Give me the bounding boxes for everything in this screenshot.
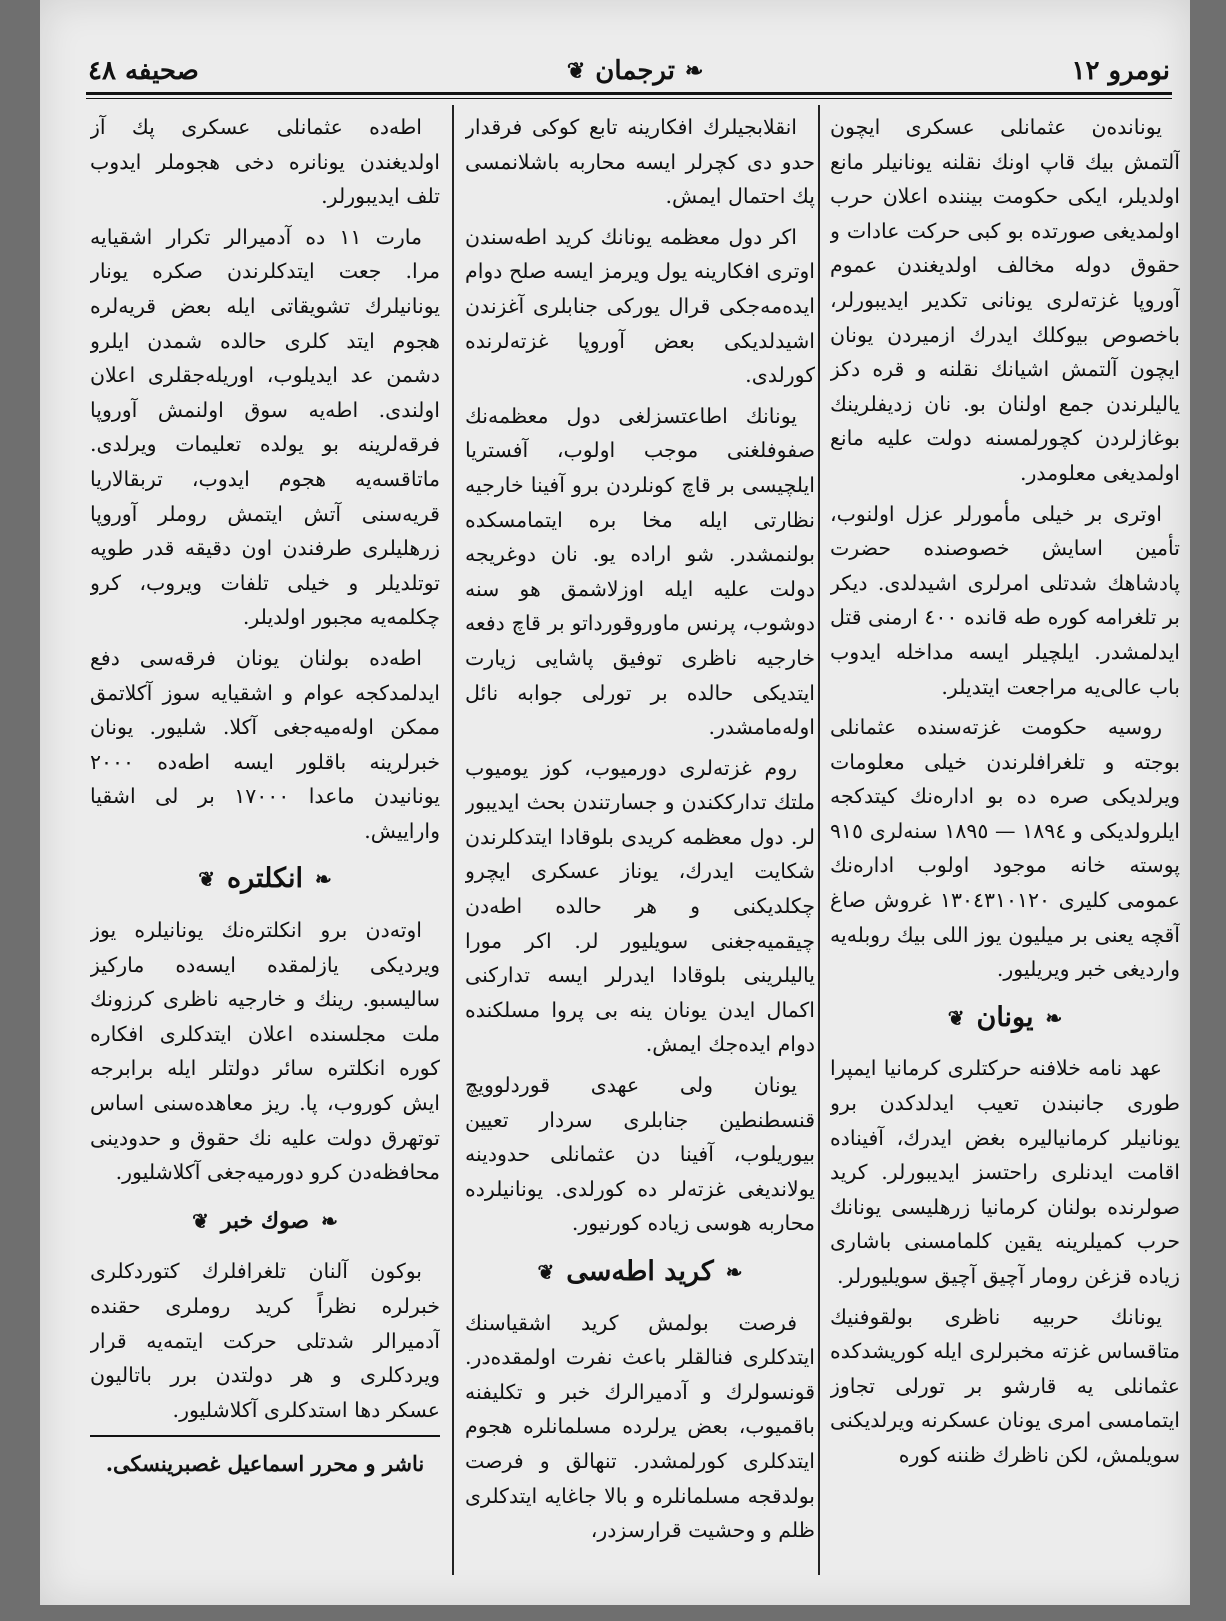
article-paragraph: يونانده‌ن عثمانلى عسكرى ايچون آلتمش بيك قاپ اونك نقلنه يونانيلر مانع اولديلر، ايكى حكومت بيننده اعلان حرب اولمديغى صورتده بو كبى حركت عادات و حقوق دوله مخالف اولديغندن عموم آوروپا غزته‌لرى يونانى تكدير ايديبورلر، باخصوص بيوكلك ايدرك ازميردن يونان ايچون آلتمش اشيانك نقلنه و قره دكز ياليلرندن جمع اولنان بو. نان زديفلرينك بوغازلردن كچورلمسنه دولت عليه مانع اولمديغى معلومدر. [830,115,1180,485]
header-rule [86,92,1172,95]
article-paragraph: بوكون آلنان تلغرافلرك كتوردكلرى خبرلره نظراً كريد روملرى حقنده آدميرالر شدتلى حركت ايتمه‌يه قرار ويردكلرى و هر دولتدن برر باتاليون عسكر دها استدكلرى آكلاشليور. [90,1259,440,1422]
issue-number: نومرو ١٢ [1071,56,1170,86]
ornament-icon: ❦ [566,58,586,84]
ornament-icon: ❧ [315,867,332,892]
ornament-icon: ❧ [1045,1005,1063,1030]
article-paragraph: روسيه حكومت غزته‌سنده عثمانلى بوجته و تلغرافلرندن خيلى معلومات ويرلديكى صره ده بو اداره‌نك كيتدكجه ايلرولديكى و ١٨٩٤ — ١٨٩٥ سنه‌لرى ٩١٥ پوسته خانه موجود اولوب اداره‌نك عمومى كليرى ١٣٠٤٣١٠١٢٠ غروش صاغ آقچه يعنى بر ميليون يوز اللى بيك روبله‌يه وارديغى خبر ويريليور. [830,715,1180,982]
ornament-icon: ❧ [321,1208,338,1233]
right-column [830,110,1180,1590]
ornament-icon: ❦ [947,1005,965,1030]
section-heading [830,1001,1180,1036]
article-paragraph: يونان ولى عهدى قوردلوويچ قنسطنطين جنابلرى سردار تعيين بيوريلوب، آفينا دن عثمانلى حدودينه يولانديغى غزته‌لر ده كورلدى. يونانيلرده محاربه هوسى زياده كورنيور. [465,1073,815,1236]
ornament-icon: ❦ [198,867,215,892]
newspaper-page [40,0,1190,1605]
article-paragraph: اطه‌ده بولنان يونان فرقه‌سى دفع ايدلمدكجه عوام و اشقيايه سوز آكلاتمق ممكن اوله‌ميه‌جغى آكلا. شليور. يونان خبرلرينه باقلور ايسه اطه‌ده ٢٠٠٠ يونانيدن ماعدا ١٧٠٠٠ بر لى اشقيا واراييش. [90,645,440,843]
newspaper-title-block [567,56,704,86]
column-divider [818,105,820,1575]
article-paragraph: عهد نامه خلافنه حركتلرى كرمانيا ايمپرا طورى جانبندن تعيب ايدلدكدن برو يونانيلر كرمانياليره بغض ايدرك، آفيناده اقامت ايدنلرى راحتسز ايديبورلر. كريد صولرنده بولنان كرمانيا زرهليسى يونانك حرب كميلرينه يقين كلمامسنى باشارى زياده قزغن رومار آچيق آچيق سويليورلر. [830,1056,1180,1288]
publisher-signature: ناشر و محرر اسماعيل غصبرينسكى. [105,1451,425,1477]
article-paragraph: روم غزته‌لرى دورميوب، كوز يوميوب ملتك تدارككندن و جسارتندن بحث ايديبور لر. دول معظمه كريدى بلوقادا ايتدكلرندن شكايت ايدرك، يوناز عسكرى ايچرو چكلديكنى و هر حالده اطه‌دن چيقميه‌جغنى سويليور لر. اكر مورا ياليلرينى بلوقادا ايدرلر ايسه تداركنى اكمال ايدن يونان ينه بى پروا مسلكنده دوام ايده‌جك ايمش. [465,755,815,1057]
section-heading [465,1255,815,1290]
article-paragraph: مارت ١١ ده آدميرالر تكرار اشقيايه مرا. جعت ايتدكلرندن صكره يونار يونانيلرك تشويقاتى ايله بعض قريه‌لره هجوم ايتد كلرى حالده شمدن ايلرو دشمن عد ايديلوب، اوريله‌جقلرى اعلان اولندى. اطه‌يه سوق اولنمش آوروپا فرقه‌لرينه بو يولده تعليمات ويرلدى. ماتاقسه‌يه هجوم ايدوب، تربقالاريا قريه‌سنى آتش ايتمش روملر آوروپا زرهليلرى طرفندن اون دقيقه قدر طوپه توتلديلر و خيلى تلفات ويروب، كرو چكلمه‌يه مجبور اولديلر. [90,224,440,630]
news-title: صوك خبر [220,1207,310,1234]
article-paragraph: اطه‌ده عثمانلى عسكرى پك آز اولديغندن يونانره دخى هجوملر ايدوب تلف ايديبورلر. [90,115,440,209]
article-paragraph: فرصت بولمش كريد اشقياسنك ايتدكلرى فنالقلر باعث نفرت اولمقده‌در. قونسولرك و آدميرالرك خبر و تكليفنه باقميوب، بعض يرلرده مسلمانلره هجوم ايتدكلرى كورلمشدر. تنهالق و فرصت بولدقجه مسلمانلره و بالا جاغايه ايتدكلرى ظلم و وحشيت قرارسزدر، [465,1310,815,1543]
article-paragraph: يونانك اطاعتسزلغى دول معظمه‌نك صفوفلغنى موجب اولوب، آفستريا ايلچيسى بر قاچ كونلردن برو آفينا خارجيه نظارتى ايله مخا بره ايتمامسكده بولنمشدر. شو اراده يو. نان دوغريجه دولت عليه ايله اوزلاشمق هو سنه دوشوب، پرنس ماوروقورداتو بر قاچ دفعه خارجيه ناظرى توفيق پاشايى زيارت ايتديكى حالده بر تورلى جوابه نائل اوله‌مامشدر. [465,403,815,740]
page-number: صحيفه ٤٨ [88,56,199,86]
article-paragraph: انقلابجيلرك افكارينه تابع كوكى فرقدار حدو دى كچرلر ايسه محاربه باشلانمسى پك احتمال ايمش. [465,115,815,209]
news-heading [90,1204,440,1239]
section-title: يونان [976,1001,1034,1033]
section-title: كريد اطه‌سى [566,1256,714,1287]
footer-rule [90,1435,440,1437]
column-divider [452,105,454,1575]
masthead [88,50,1170,92]
article-paragraph: اوترى بر خيلى مأمورلر عزل اولنوب، تأمين اسايش خصوصنده حضرت پادشاهك شدتلى امرلرى اشيدلدى. ديكر بر تلغرامه كوره طه قانده ٤٠٠ ارمنى قتل ايدلمشدر. ايلچيلر ايسه مداخله ايدوب باب عالى‌يه مراجعت ايتديلر. [830,501,1180,699]
article-paragraph: يونانك حربيه ناظرى بولقوفنيك متاقساس غزته مخبرلرى ايله كوريشدكده عثمانلى يه قارشو بر تورلى تجاوز ايتمامسى امرى يونان عسكرنه ويرلديكنى سويلمش، لكن ناظرك ظننه كوره [830,1304,1180,1467]
ornament-icon: ❧ [725,1260,743,1284]
ornament-icon: ❦ [537,1260,555,1284]
section-heading [90,862,440,897]
middle-column [465,110,815,1590]
article-paragraph: اوته‌دن برو انكلتره‌نك يونانيلره يوز ويرديكى يازلمقده ايسه‌ده ماركيز ساليسبو. رينك و خارجيه ناظرى كرزونك ملت مجلسنده اعلان ايتدكلرى افكاره كوره انكلتره سائر دولتلر ايله برابرجه ايش كوروب، پا. ريز معاهده‌سنى اساس توتهرق دولت عليه نك حقوق و حدودينى محافظه‌دن كرو دورميه‌جغى آكلاشليور. [90,918,440,1185]
newspaper-title: ترجمان [595,56,675,86]
article-paragraph: اكر دول معظمه يونانك كريد اطه‌سندن اوترى افكارينه يول ويرمز ايسه صلح دوام ايده‌مه‌جكى قرال يوركى جنابلرى آغزندن اشيدلديكى بعض آوروپا غزته‌لرنده كورلدى. [465,224,815,388]
ornament-icon: ❦ [192,1208,209,1233]
header-rule-thin [86,98,1172,99]
section-title: انكلتره [226,863,304,895]
ornament-icon: ❧ [685,58,704,84]
left-column [90,110,440,1590]
